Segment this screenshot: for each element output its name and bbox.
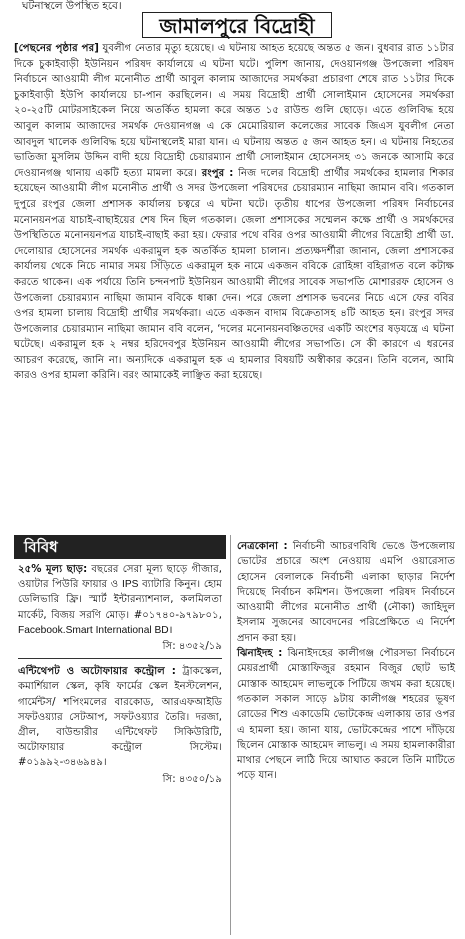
ad-antitheft-ref: সি: ৪৩৫০/১৯ (162, 773, 222, 785)
continuation-tag: [পেছনের পৃষ্ঠার পর] (14, 43, 99, 54)
main-paragraph-1-text: যুবলীগ নেতার মৃত্যু হয়েছে। এ ঘটনায় আহত হয়েছে অন্তত ৫ জন। বুধবার রাত ১১টার দিকে চুকাইবাড়ী ইউনিয়ন পরিষদ কার্যালয়ে এ ঘটনা ঘটে। পুলিশ জানায়, দেওয়ানগঞ্জ উপজেলা পরিষদ নির্বাচনে আওয়ামী লীগ মনোনীত প্রার্থী আবুল কালাম আজাদের সমর্থকরা প্রচারণা শেষে রাত ১১টার দিকে চুকাইবাড়ী ইউপি কার্যালয়ে চা-পান করছিলেন। এ সময় বিদ্রোহী প্রার্থী সোলাইমান হোসেনের সমর্থকরা ২০-২৫টি মোটরসাইকেল নিয়ে অতর্কিত হামলা করে অন্তত ১৫ রাউন্ড গুলি ছোড়ে। এতে গুলিবিদ্ধ হয়ে আবুল কালাম আজাদের সমর্থক দেওয়ানগঞ্জ এ কে মেমোরিয়াল কলেজের সাবেক জিএস যুবলীগ নেতা আবদুল খালেক গুলিবিদ্ধ হয়ে ঘটনাস্থলেই মারা যান। এ ঘটনায় অন্তত ৫ জন আহত হন। এ ঘটনায় নিহতের ভাতিজা মুসলিম উদ্দিন বাদী হয়ে বিদ্রোহী চেয়ারম্যান প্রার্থী সোলাইমান হোসেনসহ ৩১ জনকে আসামি করে দেওয়ানগঞ্জ থানায় একটি হত্যা মামলা করে। (14, 43, 454, 179)
ad-separator (18, 658, 222, 659)
ad-antitheft-body: ট্রাকস্কেল, কমার্শিয়াল স্কেল, কৃষি ফার্মের স্কেল ইনস্টলেশন, গার্মেন্টস/ শপিংমলের বারকোড, আরএফআইডি সফটওয়্যার সেটআপ, সফটওয়্যার তৈরি। দরজা, গ্রীল, বাউন্ডারীর এন্টিথেফট সিকিউরিটি, অটোফায়ার কন্ট্রোল সিস্টেম। #০১৯৯২-৩৪৬৯৪৯। (18, 666, 222, 769)
netrokona-paragraph (237, 539, 455, 646)
classified-column (14, 535, 226, 787)
classified-ad-antitheft (14, 661, 226, 787)
ad-discount-ips: IPS (121, 579, 139, 591)
jhenaidah-dateline: ঝিনাইদহ : (237, 648, 283, 660)
main-article (14, 41, 454, 384)
netrokona-dateline: নেত্রকোনা : (237, 541, 288, 552)
ad-discount-body: বছরের সেরা মূল্য ছাড়ে গীজার, ওয়াটার পিউরি ফায়ার ও (18, 564, 223, 591)
classified-ad-discount (14, 559, 226, 659)
column-divider (230, 535, 231, 935)
ad-discount-ref: সি: ৪৩৫২/১৯ (162, 641, 222, 653)
main-paragraph-2-text: নিজ দলের বিদ্রোহী প্রার্থীর সমর্থকের হামলার শিকার হয়েছেন আওয়ামী লীগ মনোনীত প্রার্থী ও সদর উপজেলা পরিষদের চেয়ারম্যান নাছিমা জামান ববি। গতকাল দুপুরে রংপুর জেলা প্রশাসক কার্যালয় চত্বরে এ ঘটনা ঘটে। তৃতীয় ধাপের উপজেলা পরিষদ নির্বাচনের মনোনয়নপত্র যাচাই-বাছাইয়ের শেষ দিন ছিল গতকাল। জেলা প্রশাসকের সম্মেলন কক্ষে প্রার্থী ও সমর্থকদের উপস্থিতিতে মনোনয়নপত্র যাচাই-বাছাই করা হয়। ফেরার পথে ববির ওপর আওয়ামী লীগের বিদ্রোহী প্রার্থী ডা. দেলোয়ার হোসেনের সমর্থক একরামুল হক অতর্কিত হামলা চালান। প্রত্যক্ষদর্শীরা জানান, জেলা প্রশাসকের কার্যালয় থেকে নিচে নামার সময় সিঁড়িতে একরামুল হক নামে একজন ববিকে রোহিঙ্গা বহিরাগত বলে কটাক্ষ করতে থাকেন। এক পর্যায়ে তিনি চন্দনপাট ইউনিয়ন আওয়ামী লীগের সাবেক সভাপতি মোশাররফ হোসেন ও উপজেলা চেয়ারম্যান নাছিমা জামান ববিকে ধাক্কা দেন। পরে জেলা প্রশাসক ভবনের নিচে এসে ফের ববির ওপর হামলা চালায় বিদ্রোহী প্রার্থীর সমর্থকরা। এতে একজন বাদাম বিক্রেতাসহ ৪টি আহত হন। রংপুর সদর উপজেলার চেয়ারম্যান নাছিমা জামান ববি বলেন, ‘দলের মনোনয়নবঞ্চিতদের একটি অংশের ষড়যন্ত্রে এ ঘটনা ঘটেছে। একরামুল হক ২ নম্বর হরিদেবপুর ইউনিয়ন আওয়ামী লীগের সভাপতি। সে কী কারণে এ ধরনের আচরণ করেছে, জানি না। অন্যদিকে একরামুল হক এ হামলার বিষয়টি অস্বীকার করেন। তিনি বলেন, আমি কারও ওপর হামলা করিনি। বরং আমাকেই লাঞ্ছিত করা হয়েছে। (14, 167, 454, 382)
netrokona-text: নির্বাচনী আচরণবিধি ভেঙে উপজেলায় ভোটের প্রচারে অংশ নেওয়ায় এমপি ওয়ারেসাত হোসেন বেলালকে নির্বাচনী এলাকা ছাড়ার নির্দেশ দিয়েছে নির্বাচন কমিশন। উপজেলা পরিষদ নির্বাচনে আওয়ামী লীগের মনোনীত প্রার্থী (নৌকা) জাহিদুল ইসলাম সুজনের আবেদনের পরিপ্রেক্ষিতে এ নির্দেশ প্রদান করা হয়। (237, 541, 456, 644)
ad-antitheft-title: এন্টিথেপট ও অটোফায়ার কন্ট্রোল : (18, 666, 176, 678)
ad-discount-title: ২৫% মূল্য ছাড়: (18, 564, 88, 575)
main-paragraph-1 (14, 41, 454, 384)
headline: জামালপুরে বিদ্রোহী (142, 12, 332, 38)
rangpur-dateline: রংপুর : (201, 167, 234, 179)
classified-header: বিবিধ (14, 535, 226, 559)
jhenaidah-paragraph (237, 646, 455, 784)
previous-article-tail: ঘটনাস্থলে উপস্থিত হবে। (22, 0, 122, 12)
ad-discount-body-2: ব্যাটারি কিনুন। হোম ডেলিভারি ফ্রি। স্মার্ট ইন্টারন্যাশনাল, কলমিলতা মার্কেট, বিজয় সরণি মোড়। #০১৭৪০-৯৭৯৮০১, (18, 579, 222, 621)
right-column (237, 539, 455, 784)
jhenaidah-text: ঝিনাইদহের কালীগঞ্জ পৌরসভা নির্বাচনে মেয়রপ্রার্থী মোস্তাফিজুর রহমান বিজুর ছোট ভাই মোস্তাক আহমেদ লাভলুকে পিটিয়ে জখম করা হয়েছে। গতকাল সকাল সাড়ে ৯টায় কালীগঞ্জ শহরের ভূষণ রোডের শিশু একাডেমি ভোটকেন্দ্র এলাকায় তার ওপর এ হামলা হয়। জানা যায়, ভোটকেন্দ্রের পাশে দাঁড়িয়ে ছিলেন মোস্তাক আহমেদ লাভলু। এ সময় হামলাকারীরা মাথার পেছনে লাঠি দিয়ে আঘাত করলে তিনি মাটিতে পড়ে যান। (237, 648, 455, 782)
ad-discount-facebook: Facebook.Smart International BD। (18, 624, 173, 636)
